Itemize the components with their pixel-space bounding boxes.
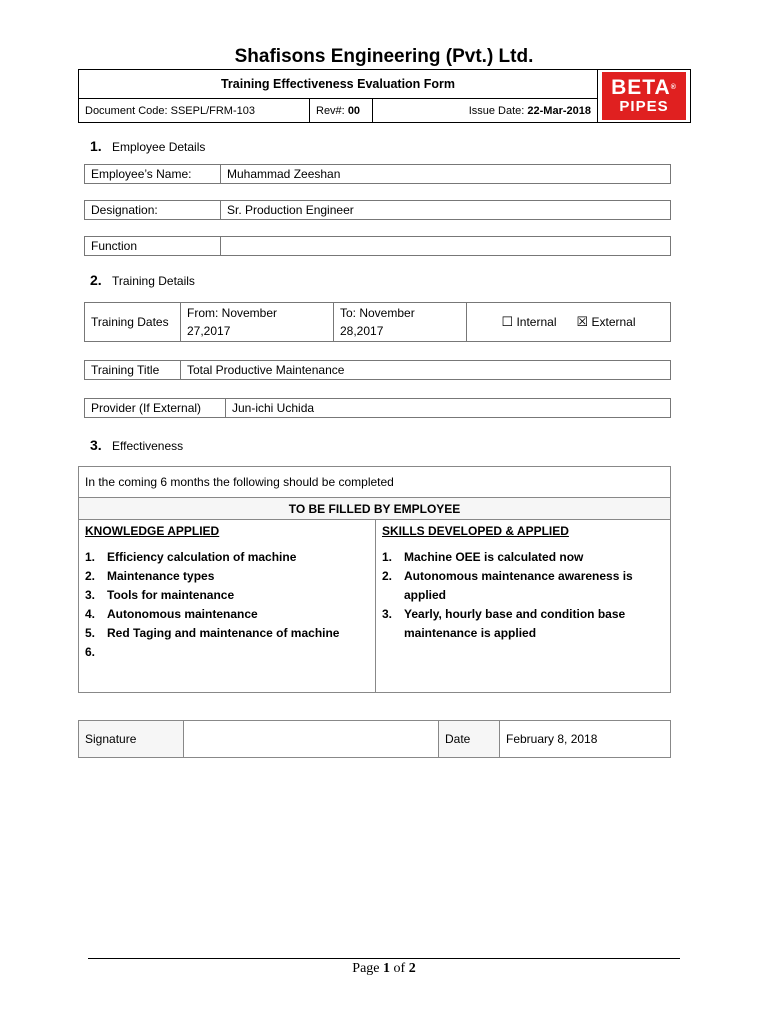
employee-name-label: Employee’s Name: xyxy=(85,165,221,184)
provider-label: Provider (If External) xyxy=(85,399,226,418)
employee-name-value: Muhammad Zeeshan xyxy=(221,165,671,184)
function-row xyxy=(84,236,671,256)
training-type xyxy=(467,303,671,342)
section-training-details: 2. Training Details xyxy=(90,272,195,288)
list-item: 3. Tools for maintenance xyxy=(85,588,235,602)
internal-label: Internal xyxy=(516,315,557,329)
provider-value: Jun-ichi Uchida xyxy=(226,399,671,418)
training-title-value: Total Productive Maintenance xyxy=(181,361,671,380)
filled-by-employee: TO BE FILLED BY EMPLOYEE xyxy=(79,498,671,520)
signature-label: Signature xyxy=(79,721,184,758)
logo-cell xyxy=(598,70,691,123)
effectiveness-table xyxy=(78,466,671,693)
list-item: 1. Efficiency calculation of machine xyxy=(85,550,297,564)
list-item: 2. Maintenance types xyxy=(85,569,215,583)
page-number: Page 1 of 2 xyxy=(352,961,416,976)
designation-row xyxy=(84,200,671,220)
list-item: 4. Autonomous maintenance xyxy=(85,607,258,621)
knowledge-applied-cell xyxy=(79,520,376,693)
issue-date: Issue Date: 22-Mar-2018 xyxy=(373,99,598,123)
revision: Rev#: 00 xyxy=(310,99,373,123)
signature-table xyxy=(78,720,671,758)
list-item: 3. Yearly, hourly base and condition base maintenance is applied xyxy=(382,607,626,640)
skills-heading: SKILLS DEVELOPED & APPLIED xyxy=(382,524,569,538)
date-label: Date xyxy=(439,721,500,758)
signature-value xyxy=(184,721,439,758)
list-item: 2. Autonomous maintenance awareness is applied xyxy=(382,569,633,602)
beta-pipes-logo: BETA® PIPES xyxy=(602,72,686,120)
date-value: February 8, 2018 xyxy=(500,721,671,758)
employee-name-row xyxy=(84,164,671,184)
training-to: To: November 28,2017 xyxy=(334,303,467,342)
form-header xyxy=(78,69,691,123)
form-title: Training Effectiveness Evaluation Form xyxy=(79,70,598,99)
list-item: 1. Machine OEE is calculated now xyxy=(382,550,584,564)
section-effectiveness: 3. Effectiveness xyxy=(90,437,184,453)
effectiveness-intro: In the coming 6 months the following should be completed xyxy=(79,467,671,498)
company-name: Shafisons Engineering (Pvt.) Ltd. xyxy=(234,46,534,67)
provider-row xyxy=(84,398,671,418)
training-title-label: Training Title xyxy=(85,361,181,380)
training-dates-row xyxy=(84,302,671,342)
designation-value: Sr. Production Engineer xyxy=(221,201,671,220)
training-dates-label: Training Dates xyxy=(85,303,181,342)
footer-divider xyxy=(88,958,680,959)
function-value xyxy=(221,237,671,256)
skills-applied-cell xyxy=(376,520,671,693)
designation-label: Designation: xyxy=(85,201,221,220)
skills-list xyxy=(382,548,664,643)
list-item: 6. xyxy=(85,645,96,659)
list-item: 5. Red Taging and maintenance of machine xyxy=(85,626,340,640)
document-code: Document Code: SSEPL/FRM-103 xyxy=(79,99,310,123)
section-employee-details: 1. Employee Details xyxy=(90,138,206,154)
knowledge-heading: KNOWLEDGE APPLIED xyxy=(85,524,220,538)
knowledge-list xyxy=(85,548,369,662)
external-checkbox[interactable]: ☒ xyxy=(576,314,589,329)
training-from: From: November 27,2017 xyxy=(181,303,334,342)
internal-checkbox[interactable]: ☐ xyxy=(501,314,514,329)
training-title-row xyxy=(84,360,671,380)
external-label: External xyxy=(591,315,636,329)
function-label: Function xyxy=(85,237,221,256)
